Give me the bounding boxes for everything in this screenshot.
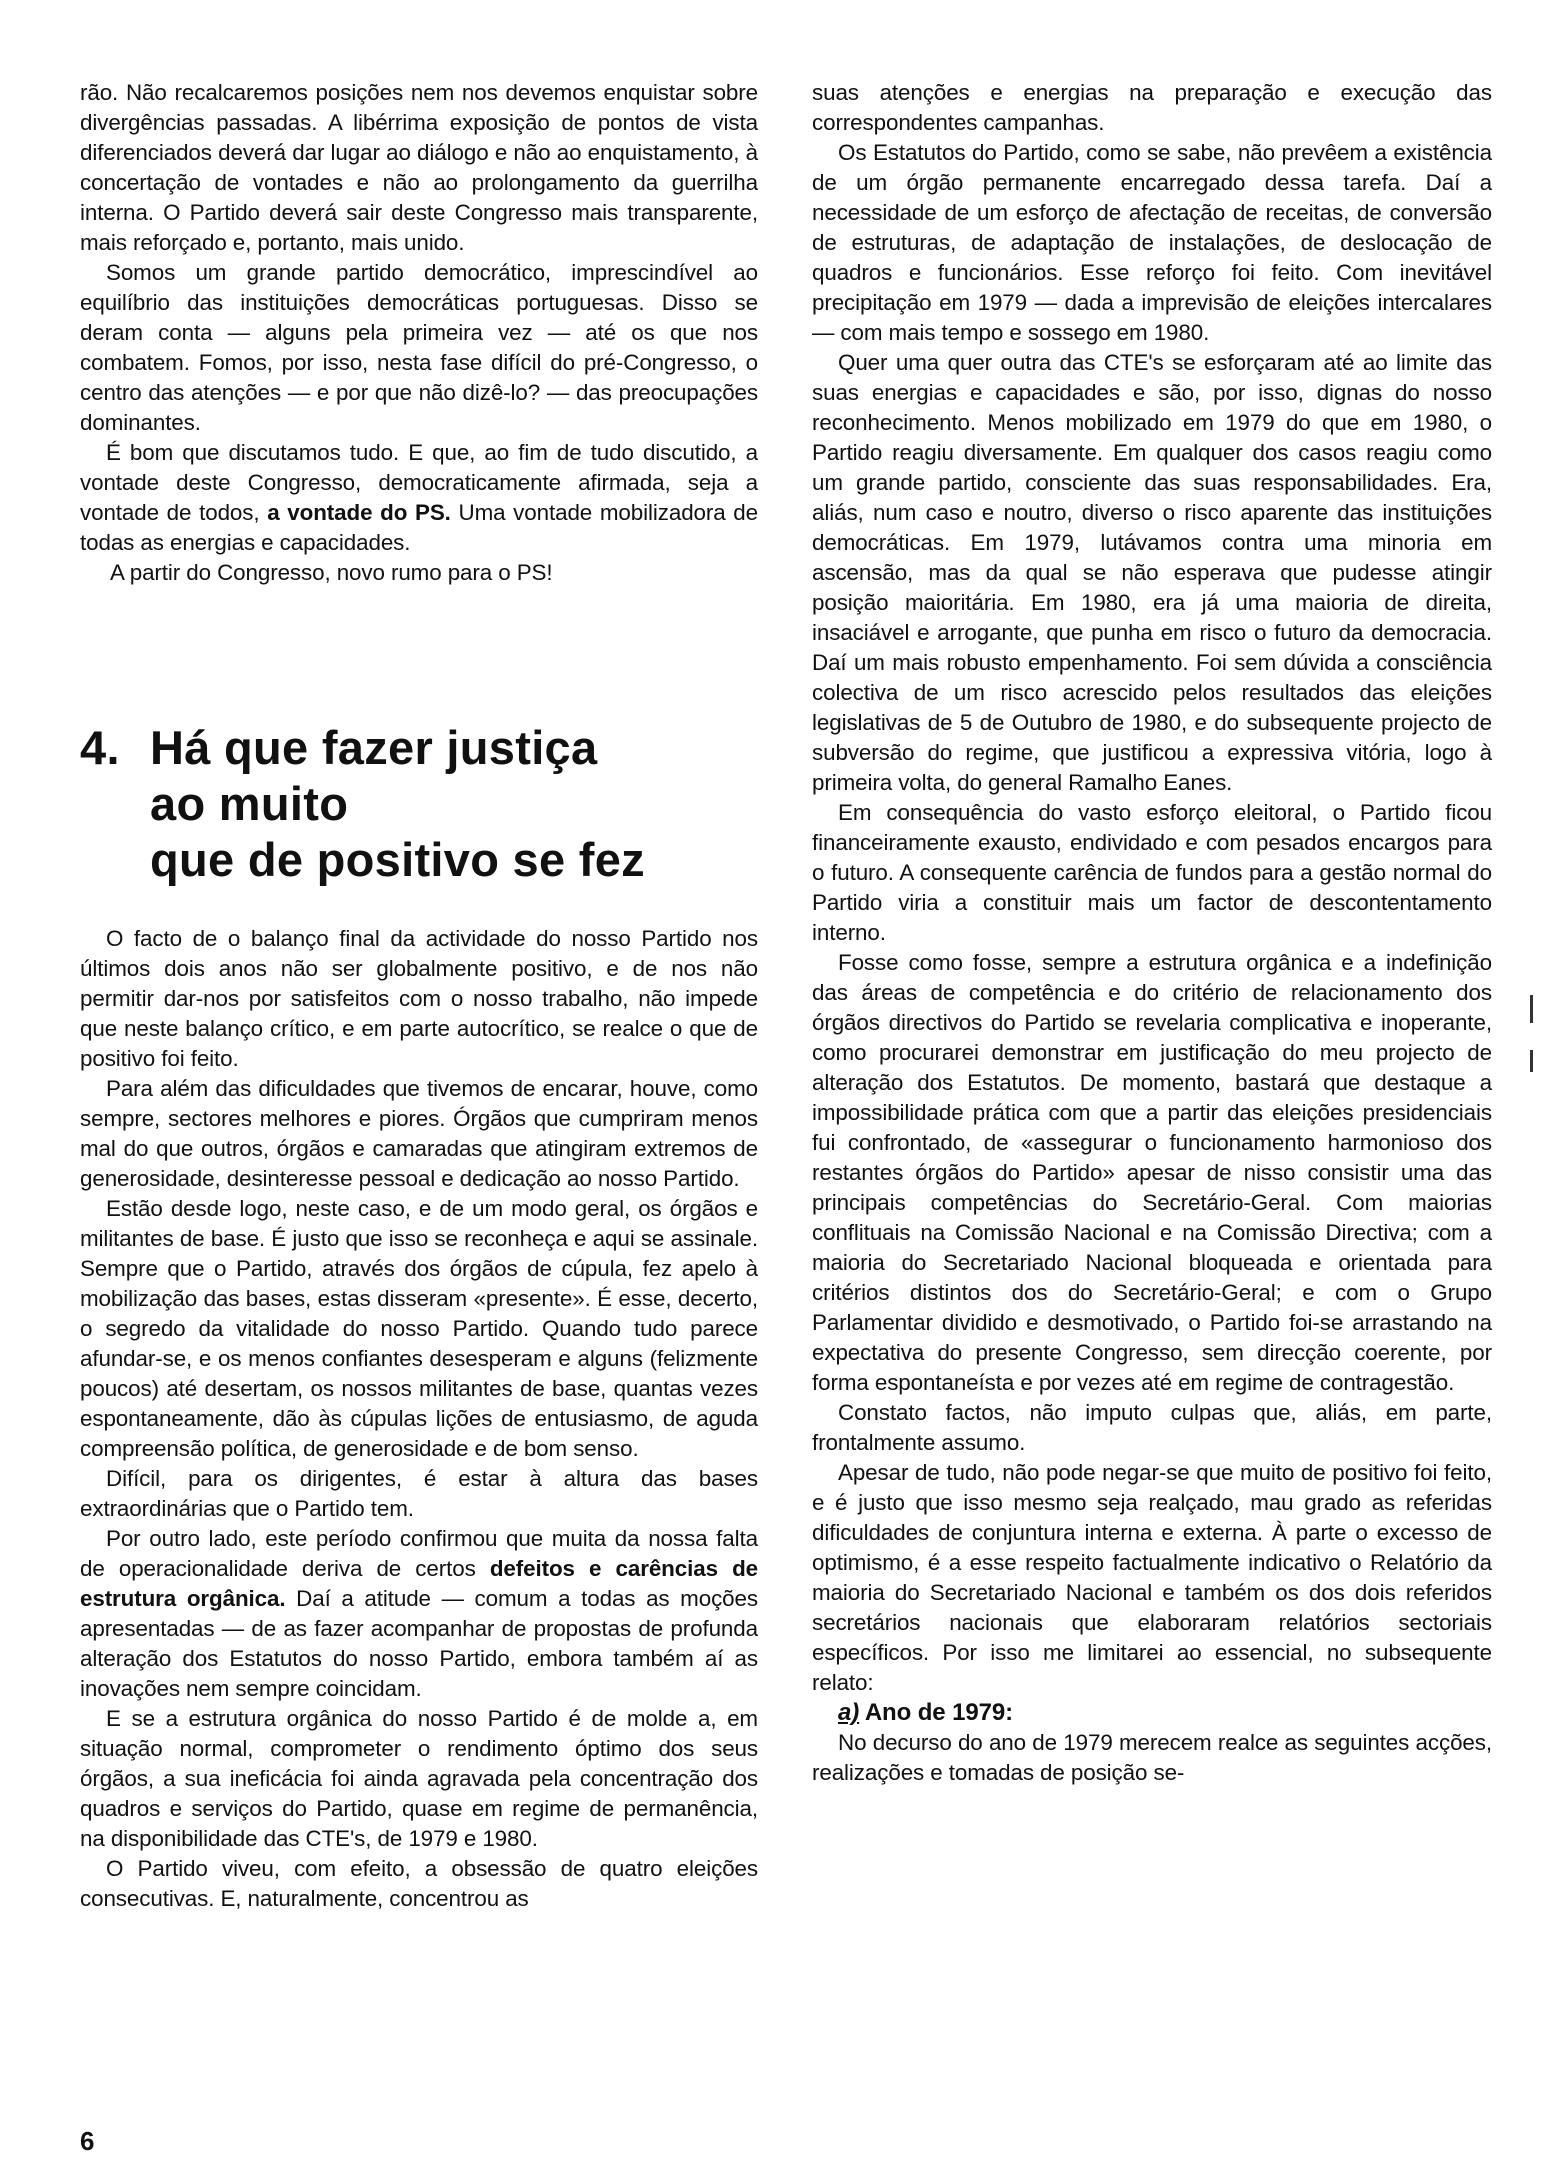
- paragraph-text: É bom que discutamos tudo. E que, ao fim de tudo discutido, a vontade deste Congresso, democraticamente afirmada, seja a vontade de todos,: [80, 440, 758, 525]
- paragraph: O facto de o balanço final da actividade do nosso Partido nos últimos dois anos não ser globalmente positivo, e de nos não permitir dar-nos por satisfeitos com o nosso trabalho, não impede que neste balanço crítico, e em parte autocrítico, se realce o que de positivo foi feito.: [80, 926, 758, 1071]
- bold-phrase: defeitos e carências de estrutura orgânica.: [80, 1556, 758, 1611]
- sub-heading-text: Ano de 1979:: [864, 1699, 1014, 1726]
- left-column: [80, 78, 758, 1914]
- paragraph: Quer uma quer outra das CTE's se esforçaram até ao limite das suas energias e capacidades e são, por isso, dignas do nosso reconhecimento. Menos mobilizado em 1979 do que em 1980, o Partido reagiu diversamente. Em qualquer dos casos reagiu como um grande partido, consciente das suas responsabilidades. Era, aliás, num caso e noutro, diverso o risco aparente das instituições democráticas. Em 1979, lutávamos contra uma minoria em ascensão, mas da qual se não esperava que pudesse atingir posição maioritária. Em 1980, era já uma maioria de direita, insaciável e arrogante, que punha em risco o futuro da democracia. Daí um mais robusto empenhamento. Foi sem dúvida a consciência colectiva de um risco acrescido pelos resultados das eleições legislativas de 5 de Outubro de 1980, e do subsequente projecto de subversão do regime, que justificou a expressiva vitória, logo à primeira volta, do general Ramalho Eanes.: [812, 350, 1492, 795]
- paragraph: Para além das dificuldades que tivemos de encarar, houve, como sempre, sectores melhores e piores. Órgãos que cumpriram menos mal do que outros, órgãos e camaradas que atingiram extremos de generosidade, desinteresse pessoal e dedicação ao nosso Partido.: [80, 1076, 758, 1191]
- paragraph-text: Uma vontade mobilizadora de todas as energias e capacidades.: [80, 500, 759, 555]
- paragraph: Apesar de tudo, não pode negar-se que muito de positivo foi feito, e é justo que isso mesmo seja realçado, mau grado as referidas dificuldades de conjuntura interna e externa. À parte o excesso de optimismo, é a esse respeito factualmente indicativo o Relatório da maioria do Secretariado Nacional e também os dos dois referidos secretários nacionais que elaboraram relatórios sectoriais específicos. Por isso me limitarei ao essencial, no subsequente relato:: [812, 1460, 1492, 1695]
- margin-mark: [1530, 995, 1533, 1023]
- page-number: 6: [80, 2126, 95, 2156]
- heading-line: Há que fazer justiça: [150, 721, 598, 774]
- paragraph: Em consequência do vasto esforço eleitoral, o Partido ficou financeiramente exausto, endividado e com pesados encargos para o futuro. A consequente carência de fundos para a gestão normal do Partido viria a constituir mais um factor de descontentamento interno.: [812, 800, 1492, 945]
- paragraph: E se a estrutura orgânica do nosso Partido é de molde a, em situação normal, comprometer o rendimento óptimo dos seus órgãos, a sua ineficácia foi ainda agravada pela concentração dos quadros e serviços do Partido, quase em regime de permanência, na disponibilidade das CTE's, de 1979 e 1980.: [80, 1706, 758, 1851]
- margin-mark: [1530, 1050, 1533, 1072]
- paragraph: [80, 1524, 758, 1704]
- heading-line: que de positivo se fez: [150, 833, 645, 886]
- paragraph: [80, 438, 758, 558]
- paragraph: Estão desde logo, neste caso, e de um modo geral, os órgãos e militantes de base. É justo que isso se reconheça e aqui se assinale. Sempre que o Partido, através dos órgãos de cúpula, fez apelo à mobilização das bases, estas disseram «presente». É esse, decerto, o segredo da vitalidade do nosso Partido. Quando tudo parece afundar-se, e os menos confiantes desesperam e alguns (felizmente poucos) até desertam, os nossos militantes de base, quantas vezes espontaneamente, dão às cúpulas lições de entusiasmo, de aguda compreensão política, de generosidade e de bom senso.: [80, 1196, 758, 1461]
- right-column: [812, 78, 1492, 1788]
- sub-heading: [812, 1698, 1492, 1728]
- paragraph: Difícil, para os dirigentes, é estar à altura das bases extraordinárias que o Partido tem.: [80, 1466, 758, 1521]
- sub-heading-label: a): [838, 1699, 860, 1726]
- paragraph: suas atenções e energias na preparação e execução das correspondentes campanhas.: [812, 80, 1492, 135]
- paragraph: Fosse como fosse, sempre a estrutura orgânica e a indefinição das áreas de competência e do critério de relacionamento dos órgãos directivos do Partido se revelaria complicativa e inoperante, como procurarei demonstrar em justificação do meu projecto de alteração dos Estatutos. De momento, bastará que destaque a impossibilidade prática com que a partir das eleições presidenciais fui confrontado, de «assegurar o funcionamento harmonioso dos restantes órgãos do Partido» apesar de nisso consistir uma das principais competências do Secretário-Geral. Com maiorias conflituais na Comissão Nacional e na Comissão Directiva; com a maioria do Secretariado Nacional bloqueada e orientada para critérios distintos dos do Secretário-Geral; e com o Grupo Parlamentar dividido e desmotivado, o Partido foi-se arrastando na expectativa do presente Congresso, sem direcção coerente, por forma espontaneísta e por vezes até em regime de contragestão.: [812, 950, 1492, 1395]
- section-number: 4.: [80, 721, 120, 774]
- section-heading: [80, 720, 758, 888]
- bold-phrase: a vontade do PS.: [267, 500, 451, 525]
- paragraph: Constato factos, não imputo culpas que, aliás, em parte, frontalmente assumo.: [812, 1400, 1492, 1455]
- paragraph: O Partido viveu, com efeito, a obsessão de quatro eleições consecutivas. E, naturalmente, concentrou as: [80, 1856, 758, 1911]
- paragraph-text: Daí a atitude — comum a todas as moções apresentadas — de as fazer acompanhar de propostas de profunda alteração dos Estatutos do nosso Partido, embora também aí as inovações nem sempre coincidam.: [80, 1586, 758, 1701]
- paragraph: No decurso do ano de 1979 merecem realce as seguintes acções, realizações e tomadas de posição se-: [812, 1730, 1492, 1785]
- paragraph-text: Por outro lado, este período confirmou que muita da nossa falta de operacionalidade deriva de certos: [80, 1526, 758, 1581]
- paragraph: rão. Não recalcaremos posições nem nos devemos enquistar sobre divergências passadas. A libérrima exposição de pontos de vista diferenciados deverá dar lugar ao diálogo e não ao enquistamento, à concertação de vontades e não ao prolongamento da guerrilha interna. O Partido deverá sair deste Congresso mais transparente, mais reforçado e, portanto, mais unido.: [80, 80, 758, 255]
- paragraph: Somos um grande partido democrático, imprescindível ao equilíbrio das instituições democráticas portuguesas. Disso se deram conta — alguns pela primeira vez — até os que nos combatem. Fomos, por isso, nesta fase difícil do pré-Congresso, o centro das atenções — e por que não dizê-lo? — das preocupações dominantes.: [80, 260, 758, 435]
- heading-line: ao muito: [150, 777, 349, 830]
- paragraph: Os Estatutos do Partido, como se sabe, não prevêem a existência de um órgão permanente encarregado dessa tarefa. Daí a necessidade de um esforço de afectação de receitas, de conversão de estruturas, de adaptação de instalações, de deslocação de quadros e funcionários. Esse reforço foi feito. Com inevitável precipitação em 1979 — dada a imprevisão de eleições intercalares — com mais tempo e sossego em 1980.: [812, 140, 1492, 345]
- closing-line: A partir do Congresso, novo rumo para o PS!: [110, 560, 553, 585]
